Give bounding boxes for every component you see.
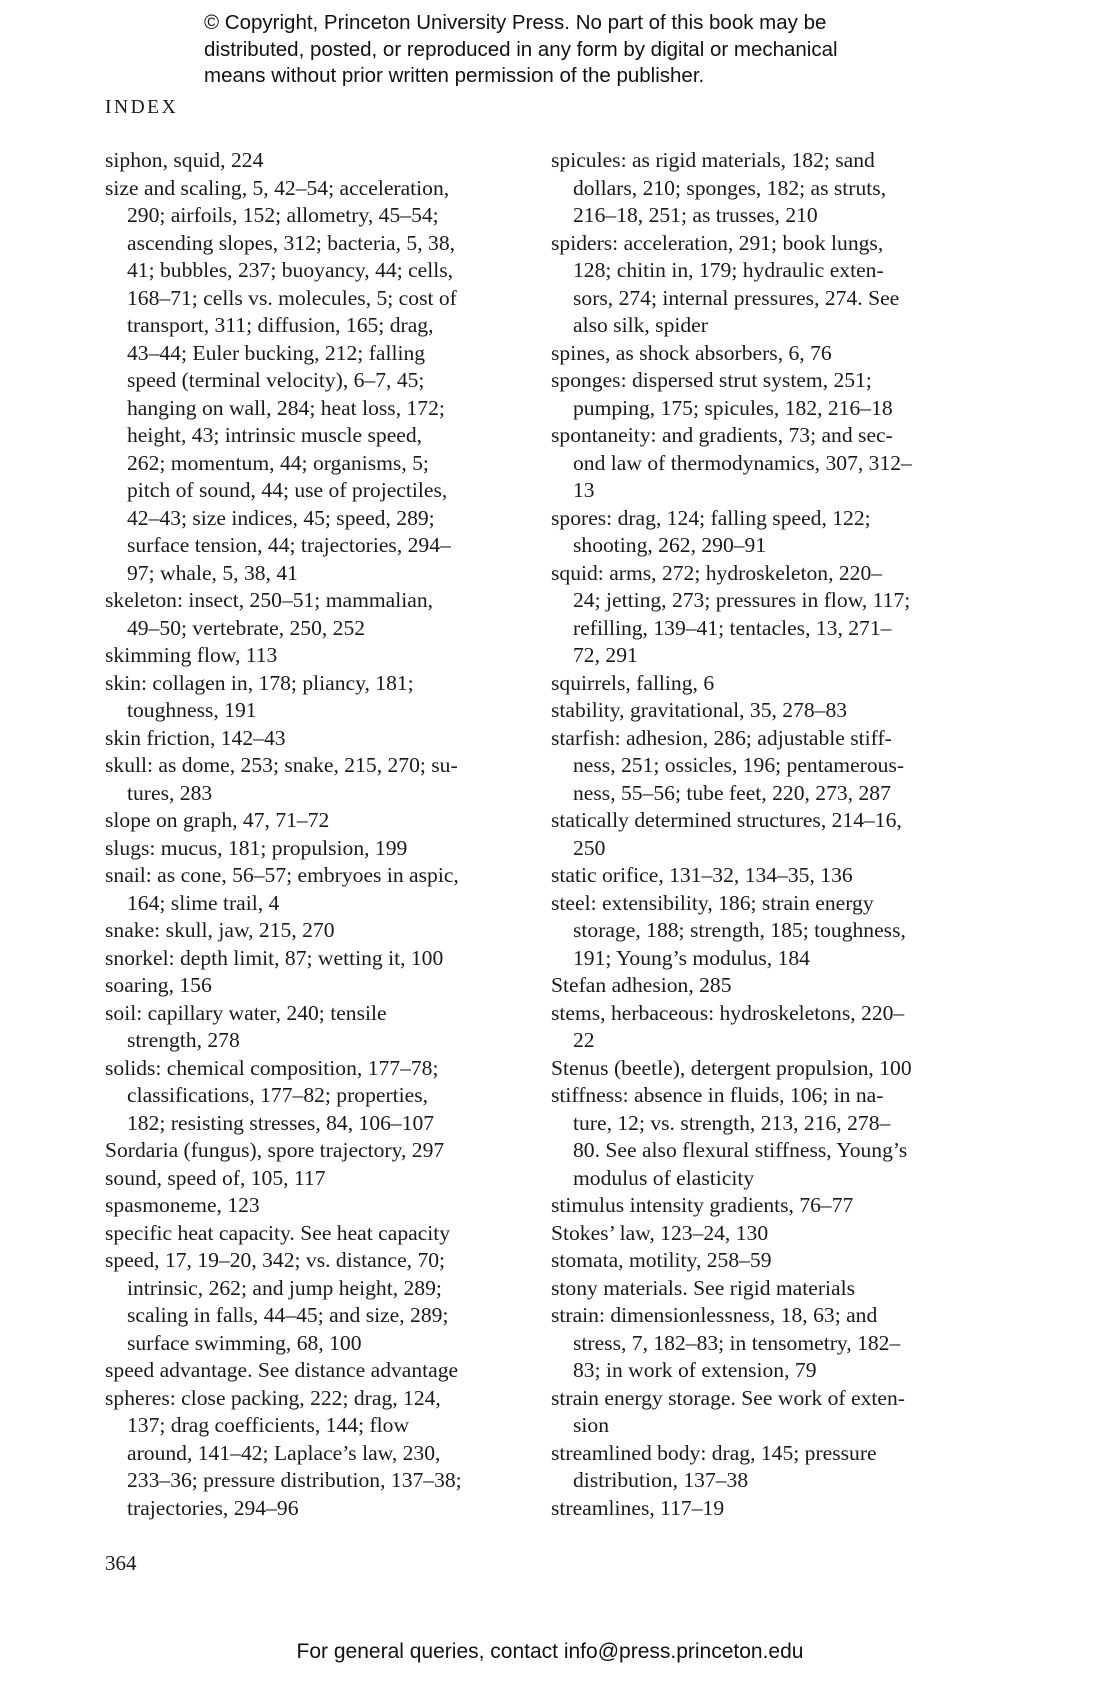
index-entry: squirrels, falling, 6 — [551, 670, 715, 695]
index-entry: skin: collagen in, 178; pliancy, 181; — [105, 670, 414, 695]
index-entry-continuation: around, 141–42; Laplace’s law, 230, — [127, 1440, 441, 1465]
index-entry: stony materials. See rigid materials — [551, 1275, 856, 1300]
index-entry: squid: arms, 272; hydroskeleton, 220– — [551, 560, 883, 585]
index-entry: spontaneity: and gradients, 73; and sec- — [551, 423, 893, 447]
index-entry: spheres: close packing, 222; drag, 124, — [105, 1385, 441, 1410]
index-entry: slugs: mucus, 181; propulsion, 199 — [105, 835, 408, 860]
index-entry-continuation: 41; bubbles, 237; buoyancy, 44; cells, — [127, 258, 454, 282]
index-entry: solids: chemical composition, 177–78; — [105, 1055, 439, 1080]
index-entry: Stokes’ law, 123–24, 130 — [551, 1220, 769, 1245]
index-entry-continuation: stress, 7, 182–83; in tensometry, 182– — [573, 1330, 901, 1355]
index-entry-continuation: surface tension, 44; trajectories, 294– — [127, 533, 451, 557]
index-entry: soaring, 156 — [105, 973, 212, 997]
index-entry: spines, as shock absorbers, 6, 76 — [551, 340, 832, 365]
index-entry: slope on graph, 47, 71–72 — [105, 808, 330, 832]
index-entry: sponges: dispersed strut system, 251; — [551, 368, 872, 392]
index-column-right — [551, 147, 981, 1522]
index-entry-continuation: speed (terminal velocity), 6–7, 45; — [127, 368, 425, 392]
index-entry-continuation: tures, 283 — [127, 780, 213, 805]
index-entry: streamlines, 117–19 — [551, 1495, 725, 1520]
copyright-line: means without prior written permission of the publisher. — [204, 64, 705, 87]
index-entry: skeleton: insect, 250–51; mammalian, — [105, 588, 434, 612]
index-entry-continuation: dollars, 210; sponges, 182; as struts, — [573, 175, 887, 200]
index-entry: Stenus (beetle), detergent propulsion, 100 — [551, 1055, 912, 1080]
index-entry-continuation: 83; in work of extension, 79 — [573, 1358, 817, 1382]
index-entry: starfish: adhesion, 286; adjustable stiff- — [551, 725, 892, 750]
index-entry-continuation: 97; whale, 5, 38, 41 — [127, 560, 298, 585]
index-entry-continuation: 137; drag coefficients, 144; flow — [127, 1413, 410, 1437]
index-entry: stiffness: absence in fluids, 106; in na- — [551, 1083, 884, 1107]
index-entry-continuation: ond law of thermodynamics, 307, 312– — [573, 450, 912, 475]
running-head: INDEX — [105, 97, 179, 118]
index-entry: siphon, squid, 224 — [105, 148, 264, 172]
index-entry: statically determined structures, 214–16, — [551, 808, 902, 832]
index-entry: static orifice, 131–32, 134–35, 136 — [551, 863, 853, 887]
index-entry-continuation: ness, 55–56; tube feet, 220, 273, 287 — [573, 780, 891, 805]
index-entry: stability, gravitational, 35, 278–83 — [551, 698, 848, 722]
index-entry-continuation: 216–18, 251; as trusses, 210 — [573, 203, 818, 227]
index-entry-continuation: intrinsic, 262; and jump height, 289; — [127, 1275, 442, 1300]
copyright-notice — [204, 10, 1004, 90]
index-entry-continuation: also silk, spider — [573, 313, 708, 337]
index-entry: skin friction, 142–43 — [105, 725, 286, 750]
index-entry: spicules: as rigid materials, 182; sand — [551, 148, 875, 172]
index-entry-continuation: strength, 278 — [127, 1028, 240, 1052]
index-entry-continuation: refilling, 139–41; tentacles, 13, 271– — [573, 615, 892, 640]
index-entry: soil: capillary water, 240; tensile — [105, 1000, 387, 1025]
index-entry-continuation: ture, 12; vs. strength, 213, 216, 278– — [573, 1110, 891, 1135]
index-entry: spores: drag, 124; falling speed, 122; — [551, 505, 871, 530]
index-entry-continuation: distribution, 137–38 — [573, 1468, 749, 1492]
index-entry: spasmoneme, 123 — [105, 1193, 260, 1217]
index-entry-continuation: transport, 311; diffusion, 165; drag, — [127, 313, 434, 337]
index-entry-continuation: 22 — [573, 1028, 595, 1052]
index-entry: stomata, motility, 258–59 — [551, 1248, 772, 1272]
index-entry-continuation: ness, 251; ossicles, 196; pentamerous- — [573, 753, 905, 777]
index-entry: stimulus intensity gradients, 76–77 — [551, 1193, 854, 1217]
index-entry-continuation: surface swimming, 68, 100 — [127, 1330, 362, 1355]
index-entry: specific heat capacity. See heat capacity — [105, 1220, 451, 1245]
index-entry-continuation: 168–71; cells vs. molecules, 5; cost of — [127, 285, 457, 310]
index-entry-continuation: 72, 291 — [573, 643, 638, 667]
index-entry-continuation: classifications, 177–82; properties, — [127, 1083, 429, 1107]
footer-contact: For general queries, contact info@press.princeton.edu — [296, 1640, 804, 1663]
index-entry: Sordaria (fungus), spore trajectory, 297 — [105, 1138, 445, 1162]
index-entry-continuation: pitch of sound, 44; use of projectiles, — [127, 478, 448, 502]
copyright-line: © Copyright, Princeton University Press. No part of this book may be — [204, 11, 827, 34]
index-entry-continuation: ascending slopes, 312; bacteria, 5, 38, — [127, 230, 456, 255]
index-entry-continuation: 128; chitin in, 179; hydraulic exten- — [573, 258, 884, 282]
index-entry: strain: dimensionlessness, 18, 63; and — [551, 1303, 878, 1327]
index-entry: skull: as dome, 253; snake, 215, 270; su- — [105, 753, 458, 777]
copyright-line: distributed, posted, or reproduced in any form by digital or mechanical — [204, 37, 838, 61]
index-entry-continuation: 43–44; Euler bucking, 212; falling — [127, 340, 426, 365]
index-entry-continuation: scaling in falls, 44–45; and size, 289; — [127, 1303, 449, 1327]
index-entry-continuation: sors, 274; internal pressures, 274. See — [573, 285, 900, 310]
index-entry-continuation: 182; resisting stresses, 84, 106–107 — [127, 1110, 435, 1135]
index-entry: Stefan adhesion, 285 — [551, 973, 732, 997]
index-entry: snail: as cone, 56–57; embryoes in aspic, — [105, 863, 459, 887]
index-entry: streamlined body: drag, 145; pressure — [551, 1440, 877, 1465]
index-entry: speed advantage. See distance advantage — [105, 1358, 459, 1382]
index-entry-continuation: modulus of elasticity — [573, 1165, 755, 1190]
index-entry-continuation: 290; airfoils, 152; allometry, 45–54; — [127, 203, 439, 227]
index-entry-continuation: 250 — [573, 835, 606, 860]
index-entry: skimming flow, 113 — [105, 643, 278, 667]
index-entry: steel: extensibility, 186; strain energy — [551, 890, 874, 915]
index-entry: spiders: acceleration, 291; book lungs, — [551, 230, 884, 255]
index-entry-continuation: 24; jetting, 273; pressures in flow, 117; — [573, 588, 911, 612]
index-entry-continuation: toughness, 191 — [127, 698, 257, 722]
index-entry-continuation: hanging on wall, 284; heat loss, 172; — [127, 395, 445, 420]
index-entry-continuation: 191; Young’s modulus, 184 — [573, 945, 810, 970]
index-entry: snake: skull, jaw, 215, 270 — [105, 918, 335, 942]
index-entry: size and scaling, 5, 42–54; acceleration, — [105, 175, 450, 200]
index-entry-continuation: height, 43; intrinsic muscle speed, — [127, 423, 423, 447]
index-entry-continuation: shooting, 262, 290–91 — [573, 533, 767, 557]
index-entry: sound, speed of, 105, 117 — [105, 1165, 326, 1190]
index-entry-continuation: 164; slime trail, 4 — [127, 890, 280, 915]
index-entry: strain energy storage. See work of exten- — [551, 1385, 905, 1410]
index-entry-continuation: trajectories, 294–96 — [127, 1495, 299, 1520]
index-entry-continuation: storage, 188; strength, 185; toughness, — [573, 918, 906, 942]
index-entry-continuation: 42–43; size indices, 45; speed, 289; — [127, 505, 435, 530]
index-entry-continuation: 13 — [573, 478, 595, 502]
index-entry-continuation: 49–50; vertebrate, 250, 252 — [127, 615, 366, 640]
index-entry: stems, herbaceous: hydroskeletons, 220– — [551, 1000, 905, 1025]
index-entry-continuation: 233–36; pressure distribution, 137–38; — [127, 1468, 462, 1492]
index-entry-continuation: 262; momentum, 44; organisms, 5; — [127, 450, 429, 475]
index-entry-continuation: sion — [573, 1413, 609, 1437]
index-entry-continuation: 80. See also flexural stiffness, Young’s — [573, 1138, 908, 1162]
index-entry: speed, 17, 19–20, 342; vs. distance, 70; — [105, 1248, 446, 1272]
page-number: 364 — [105, 1551, 137, 1575]
index-column-left — [105, 147, 525, 1522]
index-entry-continuation: pumping, 175; spicules, 182, 216–18 — [573, 395, 893, 420]
index-entry: snorkel: depth limit, 87; wetting it, 100 — [105, 945, 444, 970]
